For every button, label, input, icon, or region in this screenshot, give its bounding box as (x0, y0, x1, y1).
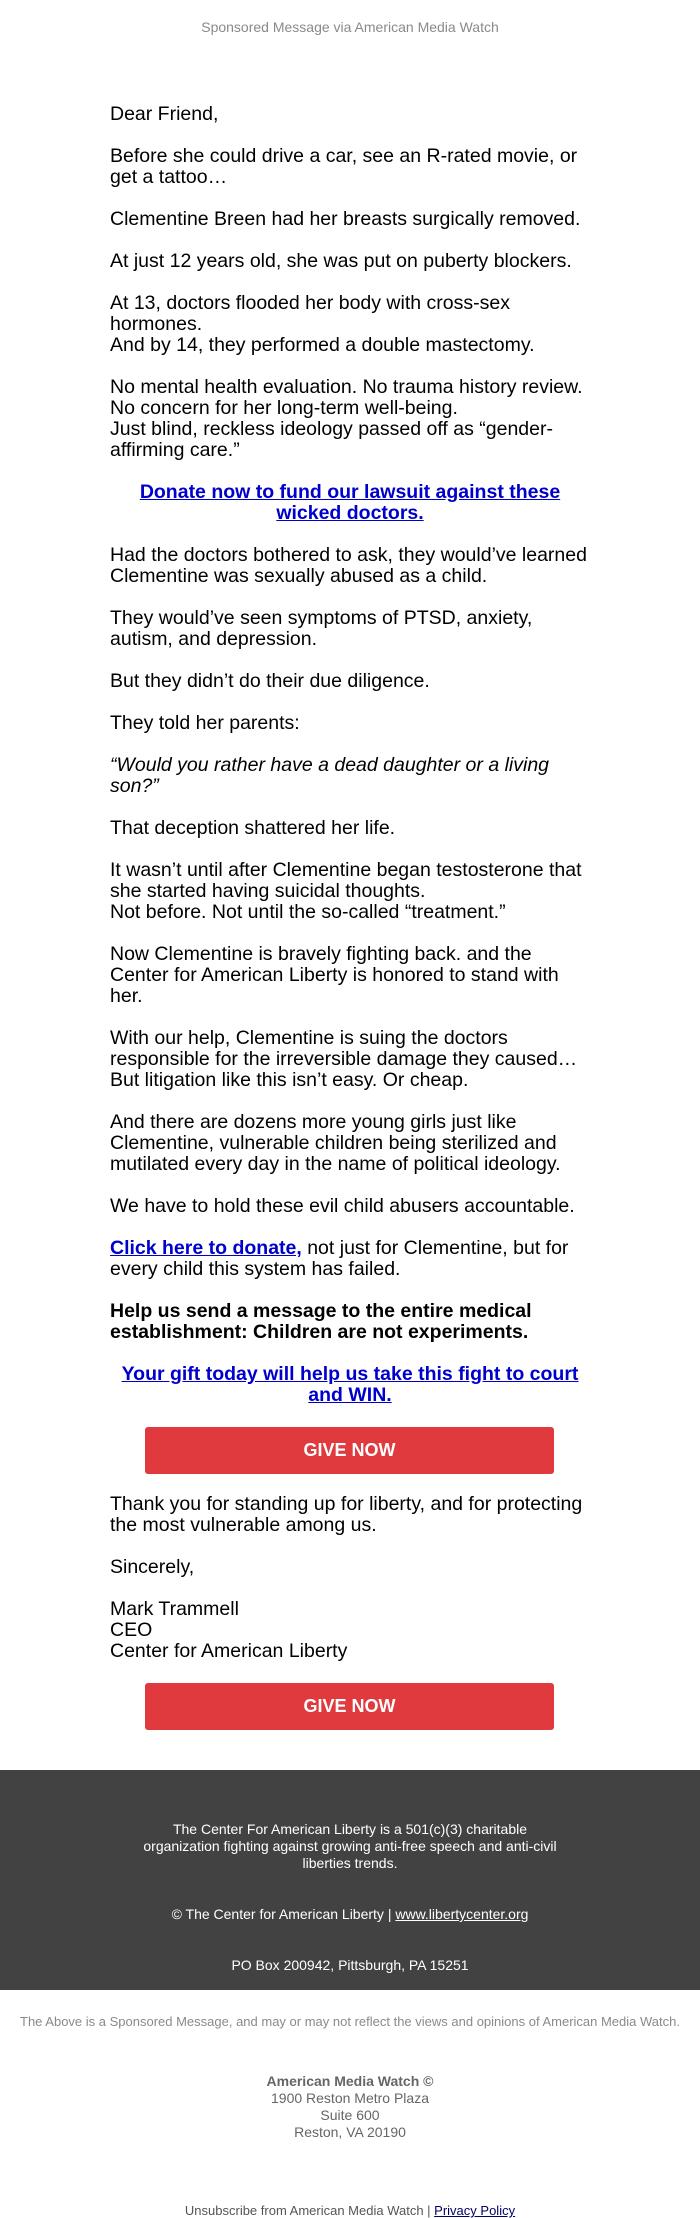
paragraph: With our help, Clementine is suing the doctors responsible for the irreversible damage they caused…But litigation like this isn’t easy. Or cheap. (110, 1027, 578, 1091)
paragraph-line: Just blind, reckless ideology passed off as “gender-affirming care.” (110, 418, 553, 461)
unsubscribe-line (0, 2203, 700, 2218)
address-line: Reston, VA 20190 (294, 2124, 406, 2140)
give-now-button[interactable]: GIVE NOW (145, 1427, 554, 1474)
signature-title: CEO (110, 1619, 153, 1641)
signature-name: Mark Trammell (110, 1598, 239, 1620)
paragraph: Clementine Breen had her breasts surgically removed. (110, 208, 581, 230)
paragraph: And there are dozens more young girls just like Clementine, vulnerable children being sterilized and mutilated every day in the name of political ideology. (110, 1111, 561, 1175)
copyright-text: © The Center for American Liberty | (171, 1906, 396, 1922)
paragraph: They would’ve seen symptoms of PTSD, anxiety, autism, and depression. (110, 607, 533, 650)
paragraph-line: And by 14, they performed a double mastectomy. (110, 334, 535, 356)
signature-org: Center for American Liberty (110, 1640, 348, 1662)
media-watch-address (0, 2073, 700, 2141)
paragraph: Thank you for standing up for liberty, and for protecting the most vulnerable among us. (110, 1493, 583, 1536)
footer-address: PO Box 200942, Pittsburgh, PA 15251 (231, 1957, 469, 1973)
greeting: Dear Friend, (110, 103, 219, 125)
bold-message: Help us send a message to the entire medical establishment: Children are not experiments. (110, 1300, 532, 1343)
letter-body (110, 104, 590, 1730)
gift-link[interactable]: Your gift today will help us take this fight to court and WIN. (121, 1363, 579, 1406)
paragraph: That deception shattered her life. (110, 817, 396, 839)
quote: “Would you rather have a dead daughter or a living son?” (110, 754, 550, 797)
sponsor-header: Sponsored Message via American Media Watch (201, 19, 499, 35)
paragraph-line: No mental health evaluation. No trauma history review. No concern for her long-term well-being. (110, 376, 583, 419)
paragraph: We have to hold these evil child abusers accountable. (110, 1195, 575, 1217)
paragraph (110, 860, 590, 923)
paragraph-line: It wasn’t until after Clementine began testosterone that she started having suicidal thoughts. (110, 859, 582, 902)
paragraph (110, 293, 590, 356)
paragraph: But they didn’t do their due diligence. (110, 670, 430, 692)
paragraph-line: Not before. Not until the so-called “treatment.” (110, 901, 506, 923)
sponsored-disclaimer: The Above is a Sponsored Message, and may or may not reflect the views and opinions of American Media Watch. (20, 2014, 680, 2029)
paragraph: They told her parents: (110, 712, 300, 734)
paragraph-line: not just for Clementine, but for every child this system has failed. (110, 1237, 569, 1280)
donate-link-container (110, 482, 590, 524)
paragraph (110, 1238, 590, 1280)
address-line: 1900 Reston Metro Plaza (271, 2090, 429, 2106)
privacy-policy-link[interactable]: Privacy Policy (434, 2203, 516, 2218)
address-line: Suite 600 (320, 2107, 380, 2123)
signature (110, 1599, 590, 1662)
footer-copyright (0, 1906, 700, 1923)
sign-off: Sincerely, (110, 1556, 195, 1578)
paragraph: Before she could drive a car, see an R-rated movie, or get a tattoo… (110, 145, 578, 188)
paragraph (110, 377, 590, 461)
unsubscribe-text[interactable]: Unsubscribe from American Media Watch | (184, 2203, 435, 2218)
paragraph: Had the doctors bothered to ask, they would’ve learned Clementine was sexually abused as a child. (110, 544, 587, 587)
website-link[interactable]: www.libertycenter.org (395, 1906, 529, 1922)
footer-mission: The Center For American Liberty is a 501(c)(3) charitable organization fighting against growing anti-free speech and anti-civil liberties trends. (143, 1821, 557, 1871)
give-now-button[interactable]: GIVE NOW (145, 1683, 554, 1730)
paragraph-line: At 13, doctors flooded her body with cross-sex hormones. (110, 292, 510, 335)
media-watch-org: American Media Watch © (266, 2073, 434, 2089)
donate-link-lawsuit[interactable]: Donate now to fund our lawsuit against these wicked doctors. (139, 481, 561, 524)
paragraph: At just 12 years old, she was put on puberty blockers. (110, 250, 572, 272)
click-here-donate-link[interactable]: Click here to donate, (110, 1237, 302, 1259)
footer (0, 1770, 700, 1990)
gift-link-container (110, 1364, 590, 1406)
paragraph: Now Clementine is bravely fighting back. and the Center for American Liberty is honored to stand with her. (110, 943, 559, 1007)
